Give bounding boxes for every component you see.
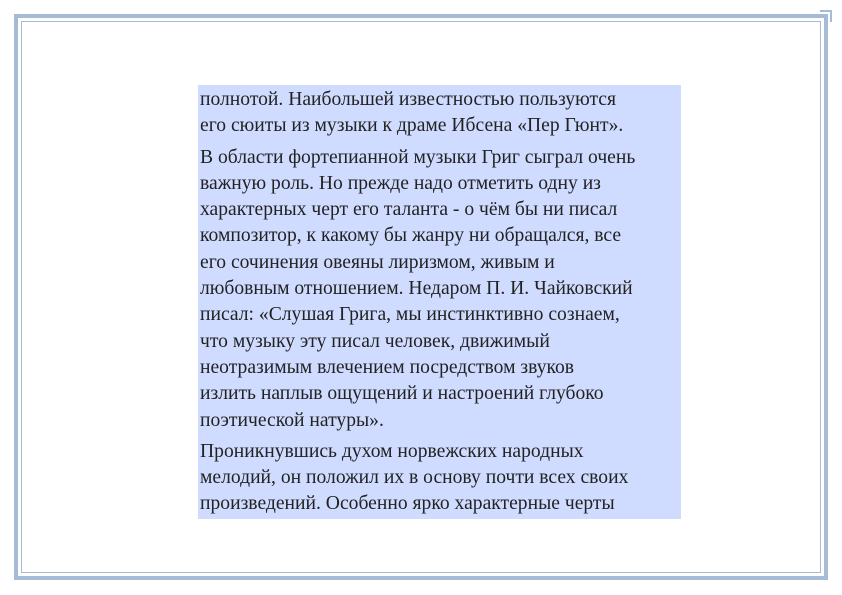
corner-decoration [820,10,832,22]
paragraph-1: полнотой. Наибольшей известностью пользуются его сюиты из музыки к драме Ибсена «Пер Гюнт». [200,89,624,137]
text-block [198,85,681,519]
paragraph-2: В области фортепианной музыки Григ сыграл очень важную роль. Но прежде надо отметить одну из характерных черт его таланта - о чём бы ни писал композитор, к какому бы жанру ни обращался, все его сочинения овеяны лиризмом, живым и любовным отношением. Недаром П. И. Чайковский писал: «Слушая Грига, мы инстинктивно сознаем, что музыку эту писал человек, движимый неотразимым влечением посредством звуков излить наплыв ощущений и настроений глубоко поэтической натуры». [200,146,636,431]
paragraph-3: Проникнувшись духом норвежских народных мелодий, он положил их в основу почти всех своих произведений. Особенно ярко характерные черты [200,440,629,515]
